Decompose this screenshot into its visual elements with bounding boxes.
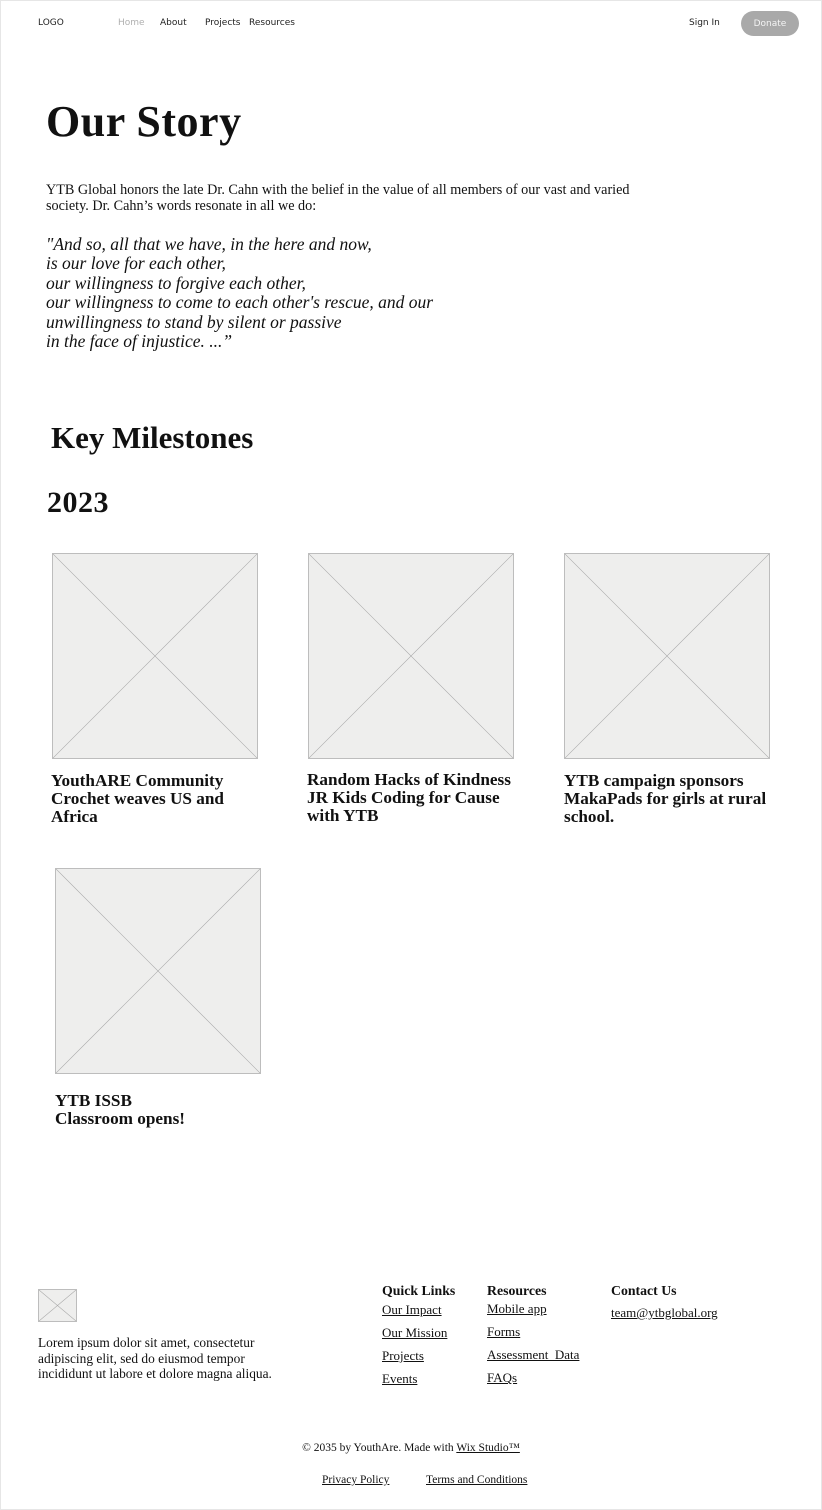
milestone-title-line: Classroom opens! — [55, 1109, 186, 1129]
contact-heading: Contact Us — [611, 1283, 677, 1298]
footer-link-our-impact[interactable]: Our Impact — [382, 1302, 442, 1317]
milestone-image-placeholder[interactable] — [55, 868, 261, 1074]
nav-home[interactable]: Home — [118, 18, 145, 28]
year-heading: 2023 — [47, 486, 109, 519]
donate-button[interactable]: Donate — [741, 11, 799, 36]
nav-about[interactable]: About — [160, 18, 187, 28]
footer-link-mobile-app[interactable]: Mobile app — [487, 1301, 547, 1316]
resources-heading: Resources — [487, 1283, 547, 1298]
footer-link-events[interactable]: Events — [382, 1371, 418, 1386]
milestone-title[interactable] — [55, 1092, 270, 1128]
quote-line: is our love for each other, — [46, 253, 226, 274]
image-placeholder-icon — [56, 869, 260, 1073]
milestone-title[interactable]: YouthARE Community Crochet weaves US and Africa — [51, 771, 224, 827]
footer-link-assessment-data[interactable]: Assessment Data — [487, 1347, 580, 1362]
sign-in-link[interactable]: Sign In — [689, 18, 720, 28]
image-placeholder-icon — [565, 554, 769, 758]
footer-logo-placeholder — [38, 1289, 77, 1322]
milestone-image-placeholder[interactable] — [308, 553, 514, 759]
logo[interactable]: LOGO — [38, 18, 64, 28]
copyright — [0, 1442, 822, 1454]
milestones-heading: Key Milestones — [51, 420, 254, 455]
quote-line: "And so, all that we have, in the here and now, — [46, 234, 372, 254]
nav-projects[interactable]: Projects — [205, 18, 241, 28]
nav-resources[interactable]: Resources — [249, 18, 295, 28]
image-placeholder-icon — [309, 554, 513, 758]
footer-link-forms[interactable]: Forms — [487, 1324, 521, 1339]
milestone-title-line: YTB ISSB — [55, 1091, 132, 1110]
milestone-title[interactable]: YTB campaign sponsors MakaPads for girls at rural school. — [564, 771, 767, 827]
quick-links-heading: Quick Links — [382, 1283, 456, 1298]
quote-line: unwillingness to stand by silent or passive — [46, 311, 342, 332]
story-quote — [46, 235, 566, 351]
footer-link-projects[interactable]: Projects — [382, 1348, 424, 1363]
quote-line: our willingness to forgive each other, — [46, 272, 306, 293]
image-placeholder-icon — [39, 1290, 76, 1321]
privacy-policy-link[interactable]: Privacy Policy — [322, 1474, 390, 1486]
footer-link-faqs[interactable]: FAQs — [487, 1370, 518, 1385]
terms-link[interactable]: Terms and Conditions — [426, 1474, 528, 1486]
quote-line: our willingness to come to each other's rescue, and our — [46, 292, 434, 313]
image-placeholder-icon — [53, 554, 257, 758]
wix-studio-link[interactable]: Wix Studio™ — [456, 1442, 520, 1454]
copyright-text: © 2035 by YouthAre. Made with — [302, 1442, 457, 1454]
quote-line: in the face of injustice. ...” — [46, 331, 233, 352]
footer-description: Lorem ipsum dolor sit amet, consectetur adipiscing elit, sed do eiusmod tempor incididunt ut labore et dolore magna aliqua. — [38, 1335, 272, 1381]
contact-email-link[interactable]: team@ytbglobal.org — [611, 1305, 718, 1320]
milestone-image-placeholder[interactable] — [564, 553, 770, 759]
milestone-title[interactable]: Random Hacks of Kindness JR Kids Coding for Cause with YTB — [307, 770, 511, 826]
milestone-image-placeholder[interactable] — [52, 553, 258, 759]
footer-link-our-mission[interactable]: Our Mission — [382, 1325, 448, 1340]
page-title: Our Story — [46, 97, 242, 146]
story-intro: YTB Global honors the late Dr. Cahn with the belief in the value of all members of our vast and varied society. Dr. Cahn’s words resonate in all we do: — [46, 182, 630, 214]
